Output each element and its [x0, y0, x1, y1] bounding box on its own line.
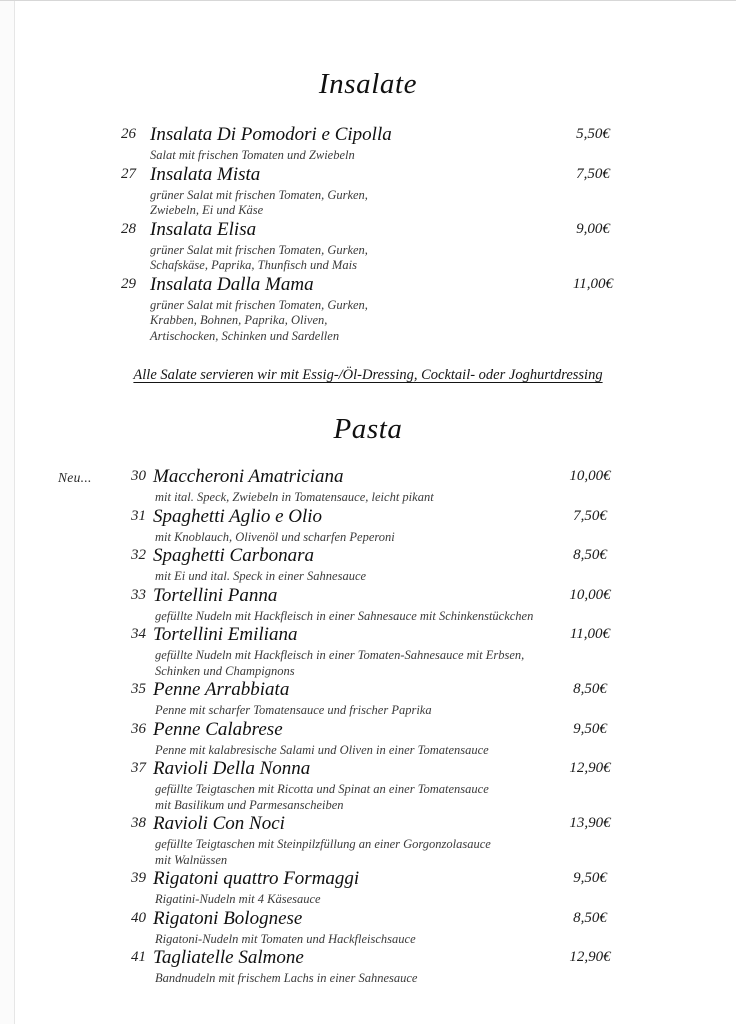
menu-item	[0, 679, 736, 719]
menu-item-description-line: Schafskäse, Paprika, Thunfisch und Mais	[150, 258, 357, 272]
menu-list-insalate	[0, 124, 736, 344]
menu-item-description-line: mit Knoblauch, Olivenöl und scharfen Peperoni	[155, 529, 395, 544]
menu-item-description-line: Bandnudeln mit frischem Lachs in einer Sahnesauce	[155, 971, 418, 985]
menu-item	[0, 164, 736, 219]
menu-item-description-line: Salat mit frischen Tomaten und Zwiebeln	[150, 148, 355, 162]
menu-item-head	[0, 164, 736, 188]
menu-item	[0, 466, 736, 506]
new-item-flag: Neu...	[58, 470, 92, 485]
menu-item-price: 9,00€	[576, 220, 610, 237]
menu-item-description-line: Rigatini-Nudeln mit 4 Käsesauce	[155, 892, 321, 906]
menu-item-number: 41	[131, 949, 146, 965]
menu-item-price: 10,00€	[569, 468, 611, 484]
menu-item-name: Ravioli Con Noci	[153, 813, 285, 834]
menu-item-price: 8,50€	[573, 909, 607, 926]
menu-item-name: Tortellini Emiliana	[153, 624, 298, 645]
menu-item-name: Spaghetti Aglio e Olio	[153, 505, 323, 527]
menu-item-description-line: Artischocken, Schinken und Sardellen	[150, 328, 340, 343]
menu-item-name: Tortellini Panna	[153, 584, 278, 606]
menu-item-number: 31	[131, 507, 146, 524]
menu-item	[0, 868, 736, 908]
menu-item-head	[0, 124, 736, 148]
menu-item	[0, 585, 736, 625]
menu-item-name: Maccheroni Amatriciana	[153, 466, 344, 487]
menu-item-price: 12,90€	[569, 760, 611, 776]
menu-item-description-line: gefüllte Nudeln mit Hackfleisch in einer Sahnesauce mit Schinkenstückchen	[155, 608, 534, 623]
menu-item-number: 26	[121, 126, 136, 142]
menu-item-price: 8,50€	[573, 547, 607, 563]
menu-item-head	[0, 506, 736, 530]
menu-item-number: 27	[121, 165, 136, 182]
menu-item-name: Insalata Elisa	[150, 218, 257, 240]
menu-item-price: 7,50€	[576, 165, 610, 182]
menu-item-description-line: Penne mit scharfer Tomatensauce und frischer Paprika	[155, 703, 432, 717]
menu-item-name: Rigatoni Bolognese	[153, 907, 303, 929]
menu-item-name: Insalata Dalla Mama	[150, 273, 314, 295]
menu-item-number: 36	[131, 720, 146, 737]
section-title-pasta: Pasta	[333, 413, 403, 445]
menu-item	[0, 274, 736, 345]
menu-item-price: 8,50€	[573, 681, 607, 697]
menu-item-number: 33	[131, 586, 146, 603]
menu-item	[0, 947, 736, 987]
menu-item-description-line: Zwiebeln, Ei und Käse	[150, 203, 264, 217]
menu-item-head	[0, 719, 736, 743]
menu-item-number: 40	[131, 909, 146, 926]
menu-item-description-line: gefüllte Teigtaschen mit Ricotta und Spinat an einer Tomatensauce	[155, 782, 489, 796]
menu-item-number: 29	[121, 275, 136, 292]
menu-item-price: 13,90€	[569, 815, 611, 831]
menu-item-head	[0, 585, 736, 609]
menu-item-description-line: mit ital. Speck, Zwiebeln in Tomatensauce, leicht pikant	[155, 490, 434, 504]
menu-item	[0, 506, 736, 546]
menu-item	[0, 908, 736, 948]
menu-item-price: 7,50€	[573, 507, 607, 524]
menu-item-price: 12,90€	[569, 949, 611, 965]
menu-item-description-line: mit Ei und ital. Speck in einer Sahnesauce	[155, 569, 367, 583]
menu-item-head	[0, 679, 736, 703]
menu-item-price: 10,00€	[569, 586, 611, 603]
menu-item-number: 35	[131, 681, 146, 697]
menu-item-description-line: Schinken und Champignons	[155, 663, 295, 678]
menu-item-description-line: grüner Salat mit frischen Tomaten, Gurken,	[150, 187, 368, 202]
menu-item-head	[0, 868, 736, 892]
menu-item-number: 39	[131, 870, 146, 886]
menu-item-description-line: grüner Salat mit frischen Tomaten, Gurken,	[150, 242, 368, 257]
menu-item-price: 9,50€	[573, 870, 607, 886]
menu-item-number: 34	[131, 626, 146, 642]
menu-item-description-line: gefüllte Nudeln mit Hackfleisch in einer Tomaten-Sahnesauce mit Erbsen,	[155, 648, 525, 662]
menu-item	[0, 545, 736, 585]
salad-dressing-note	[0, 367, 736, 384]
menu-item-head	[0, 545, 736, 569]
menu-item-description-line: Penne mit kalabresische Salami und Oliven in einer Tomatensauce	[155, 742, 489, 757]
menu-item-name: Rigatoni quattro Formaggi	[153, 868, 360, 889]
menu-item-description-line: Krabben, Bohnen, Paprika, Oliven,	[150, 313, 328, 327]
menu-item-number: 30	[131, 468, 146, 484]
menu-item	[0, 758, 736, 813]
menu-item-name: Insalata Mista	[150, 163, 261, 185]
menu-item-description-line: gefüllte Teigtaschen mit Steinpilzfüllung an einer Gorgonzolasauce	[155, 837, 491, 851]
menu-item	[0, 719, 736, 759]
menu-item-head	[0, 758, 736, 782]
menu-item-name: Ravioli Della Nonna	[153, 758, 311, 779]
menu-item	[0, 813, 736, 868]
menu-item-description-line: Rigatoni-Nudeln mit Tomaten und Hackfleischsauce	[155, 931, 416, 946]
menu-item-head	[0, 813, 736, 837]
menu-list-pasta	[0, 466, 736, 987]
menu-item-name: Tagliatelle Salmone	[153, 947, 304, 968]
menu-item-name: Penne Calabrese	[153, 718, 283, 740]
menu-item-price: 9,50€	[573, 720, 607, 737]
menu-item-head	[0, 466, 736, 490]
menu-item-head	[0, 624, 736, 648]
menu-item	[0, 624, 736, 679]
menu-item-number: 32	[131, 547, 146, 563]
menu-item-price: 5,50€	[576, 126, 610, 142]
menu-item	[0, 124, 736, 164]
menu-item-head	[0, 908, 736, 932]
menu-item-head	[0, 219, 736, 243]
menu-item-description-line: grüner Salat mit frischen Tomaten, Gurken,	[150, 297, 368, 312]
menu-item-name: Spaghetti Carbonara	[153, 545, 314, 566]
menu-item-name: Insalata Di Pomodori e Cipolla	[150, 124, 392, 145]
menu-item-description-line: mit Walnüssen	[155, 852, 228, 867]
menu-item-price: 11,00€	[572, 275, 614, 292]
menu-item	[0, 219, 736, 274]
salad-dressing-note-text: Alle Salate servieren wir mit Essig-/Öl-Dressing, Cocktail- oder Joghurtdressing	[133, 367, 603, 383]
menu-item-number: 38	[131, 815, 146, 831]
menu-item-head	[0, 947, 736, 971]
menu-item-price: 11,00€	[569, 626, 611, 642]
menu-item-name: Penne Arrabbiata	[153, 679, 290, 700]
menu-item-number: 28	[121, 220, 136, 237]
section-title-insalate: Insalate	[318, 68, 418, 100]
menu-item-head	[0, 274, 736, 298]
menu-item-number: 37	[131, 760, 146, 776]
menu-item-description-line: mit Basilikum und Parmesanscheiben	[155, 797, 344, 812]
